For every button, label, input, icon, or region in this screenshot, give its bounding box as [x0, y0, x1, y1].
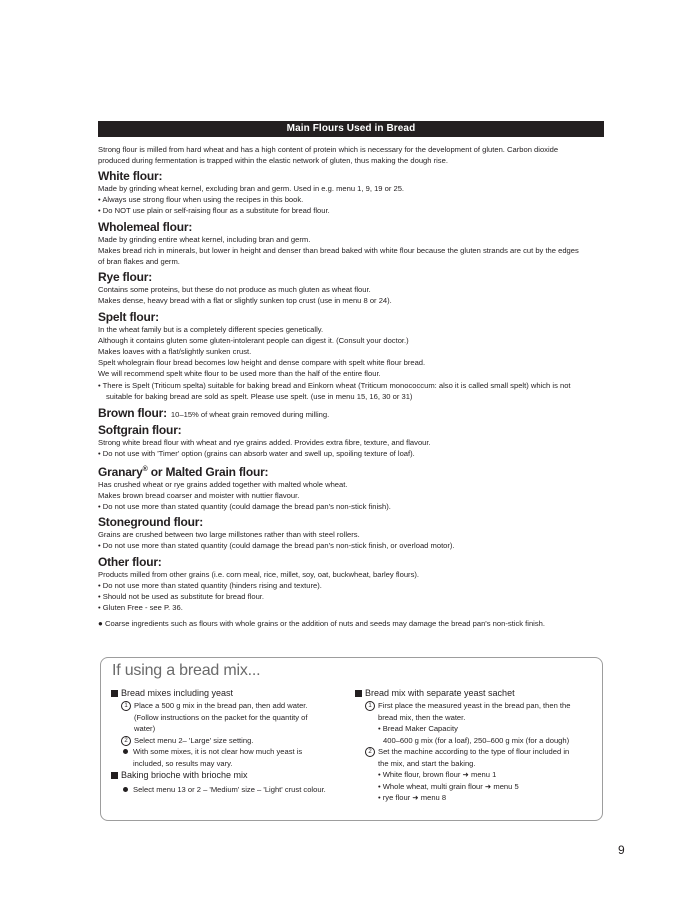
square-bullet-icon [111, 690, 118, 697]
subheading-text: Bread mixes including yeast [121, 688, 234, 698]
step-line: • White flour, brown flour ➜ menu 1 [378, 770, 497, 779]
section-banner: Main Flours Used in Bread [98, 121, 604, 137]
circled-number-icon: 1 [121, 701, 131, 711]
page-number: 9 [618, 843, 625, 857]
section-line: Spelt wholegrain flour bread becomes low height and dense compare with spelt white flour bread. [98, 358, 426, 368]
section-line: • Do not use more than stated quantity (hinders rising and texture). [98, 580, 322, 590]
coarse-ingredients-note [98, 618, 604, 629]
step-line: • Whole wheat, multi grain flour ➜ menu 5 [378, 781, 519, 791]
circled-number-icon: 2 [121, 736, 131, 746]
square-bullet-icon [111, 772, 118, 779]
section-line: Makes bread rich in minerals, but lower in height and denser than bread baked with white flour because the gluten strands are cut by the edges [98, 245, 579, 255]
mix-left-column [111, 687, 343, 796]
heading-text: Granary [98, 464, 143, 479]
section-line: • Do NOT use plain or self-raising flour as a substitute for bread flour. [98, 206, 330, 216]
intro-line: Strong flour is milled from hard wheat and has a high content of protein which is necessary for the development of gluten. Carbon dioxide [98, 145, 559, 154]
section-line: • Do not use more than stated quantity (could damage the bread pan's non-stick finish, or overload motor). [98, 541, 455, 551]
step-line: water) [134, 724, 156, 733]
section-heading: Other flour: [98, 554, 162, 569]
bullet-icon [123, 787, 128, 792]
granary-flour-section [98, 463, 604, 513]
step-1 [111, 700, 343, 735]
subheading-mix-with-yeast [111, 687, 343, 700]
section-line: of bran flakes and germ. [98, 257, 180, 267]
subheading-brioche [111, 769, 343, 782]
circled-number-icon: 2 [365, 747, 375, 757]
other-flour-section [98, 555, 604, 614]
section-line: • Gluten Free - see P. 36. [98, 603, 183, 613]
step-2 [355, 746, 595, 804]
step-text [378, 700, 571, 746]
registered-mark: ® [142, 465, 148, 473]
yeast-note [111, 746, 343, 769]
flour-guide [98, 121, 604, 629]
section-heading [98, 463, 604, 479]
note-text: Coarse ingredients such as flours with whole grains or the addition of nuts and seeds may damage the bread pan's non-stick finish. [104, 619, 545, 629]
section-line: • Always use strong flour when using the recipes in this book. [98, 195, 304, 205]
white-flour-section [98, 169, 604, 217]
step-line: 400–600 g mix (for a loaf), 250–600 g mix (for a dough) [383, 735, 570, 745]
section-line: Makes dense, heavy bread with a flat or slightly sunken top crust (use in menu 8 or 24). [98, 296, 392, 306]
section-line: We will recommend spelt white flour to be used more than the half of the entire flour. [98, 369, 381, 379]
section-heading: White flour: [98, 169, 163, 183]
circled-number-icon: 1 [365, 701, 375, 711]
intro-paragraph [98, 144, 604, 166]
section-heading: Wholemeal flour: [98, 219, 193, 234]
intro-line: produced during fermentation is trapped within the elastic network of gluten, thus making the dough rise. [98, 156, 448, 165]
step-line: • rye flour ➜ menu 8 [378, 793, 447, 802]
section-line: • Do not use with 'Timer' option (grains can absorb water and swell up, spoiling texture of loaf). [98, 449, 415, 459]
section-line: Products milled from other grains (i.e. corn meal, rice, millet, soy, oat, buckwheat, barley flours). [98, 569, 420, 579]
section-heading: Rye flour: [98, 270, 153, 285]
section-line: 10–15% of wheat grain removed during milling. [170, 410, 330, 420]
stoneground-flour-section [98, 515, 604, 551]
step-line: • Bread Maker Capacity [378, 724, 458, 733]
section-line: • Do not use more than stated quantity (could damage the bread pan's non-stick finish). [98, 502, 391, 512]
section-line: Contains some proteins, but these do not produce as much gluten as wheat flour. [98, 285, 371, 295]
section-line: Makes brown bread coarser and moister with nuttier flavour. [98, 490, 300, 500]
step-line: First place the measured yeast in the bread pan, then the [378, 701, 571, 710]
step-line: (Follow instructions on the packet for the quantity of [134, 712, 308, 722]
section-line: Made by grinding wheat kernel, excluding bran and germ. Used in e.g. menu 1, 9, 19 or 25. [98, 184, 405, 193]
bullet-icon [123, 749, 128, 754]
bread-mix-box [100, 657, 603, 821]
bullet-icon: ● [98, 619, 103, 629]
section-line: • There is Spelt (Triticum spelta) suitable for baking bread and Einkorn wheat (Triticum monococcum: also it is called small spelt) which is not [98, 380, 571, 390]
section-line: Grains are crushed between two large millstones rather than with steel rollers. [98, 530, 360, 540]
spelt-flour-section [98, 310, 604, 402]
section-heading: Softgrain flour: [98, 423, 182, 438]
note-line: included, so results may vary. [133, 758, 233, 768]
step-text: Select menu 2– 'Large' size setting. [134, 735, 254, 745]
brown-flour-section [98, 406, 604, 420]
subheading-text: Bread mix with separate yeast sachet [365, 688, 515, 698]
subheading-text: Baking brioche with brioche mix [121, 770, 248, 780]
step-line: Place a 500 g mix in the bread pan, then add water. [134, 701, 308, 710]
section-line: • Should not be used as substitute for bread flour. [98, 592, 265, 602]
section-line: Strong white bread flour with wheat and rye grains added. Provides extra fibre, texture, and flavour. [98, 438, 431, 448]
section-line: suitable for baking bread are sold as spelt. Please use spelt. (use in menu 15, 16, 30 or 31) [106, 391, 413, 401]
note-line: With some mixes, it is not clear how much yeast is [133, 747, 303, 756]
subheading-separate-yeast [355, 687, 595, 700]
softgrain-flour-section [98, 423, 604, 459]
step-line: Set the machine according to the type of flour included in [378, 747, 570, 756]
step-2 [111, 735, 343, 747]
section-heading: Brown flour: [98, 406, 167, 421]
square-bullet-icon [355, 690, 362, 697]
step-line: bread mix, then the water. [378, 712, 466, 722]
section-heading: Spelt flour: [98, 309, 159, 324]
step-text [378, 746, 569, 804]
mix-right-column [355, 687, 595, 804]
section-heading: Stoneground flour: [98, 515, 204, 530]
heading-text: or Malted Grain flour: [147, 464, 269, 479]
wholemeal-flour-section [98, 220, 604, 268]
brioche-step [111, 784, 343, 796]
note-text [133, 746, 302, 769]
bread-mix-title: If using a bread mix... [112, 662, 261, 679]
section-line: Made by grinding entire wheat kernel, including bran and germ. [98, 234, 311, 244]
section-line: Has crushed wheat or rye grains added together with malted whole wheat. [98, 479, 348, 489]
rye-flour-section [98, 270, 604, 306]
section-line: In the wheat family but is a completely different species genetically. [98, 324, 324, 334]
step-1 [355, 700, 595, 746]
section-line: Makes loaves with a flat/slightly sunken crust. [98, 347, 252, 357]
step-text: Select menu 13 or 2 – 'Medium' size – 'Light' crust colour. [133, 785, 326, 794]
section-line: Although it contains gluten some gluten-intolerant people can digest it. (Consult your doctor.) [98, 335, 409, 345]
step-line: the mix, and start the baking. [378, 758, 476, 768]
step-text [134, 700, 308, 735]
